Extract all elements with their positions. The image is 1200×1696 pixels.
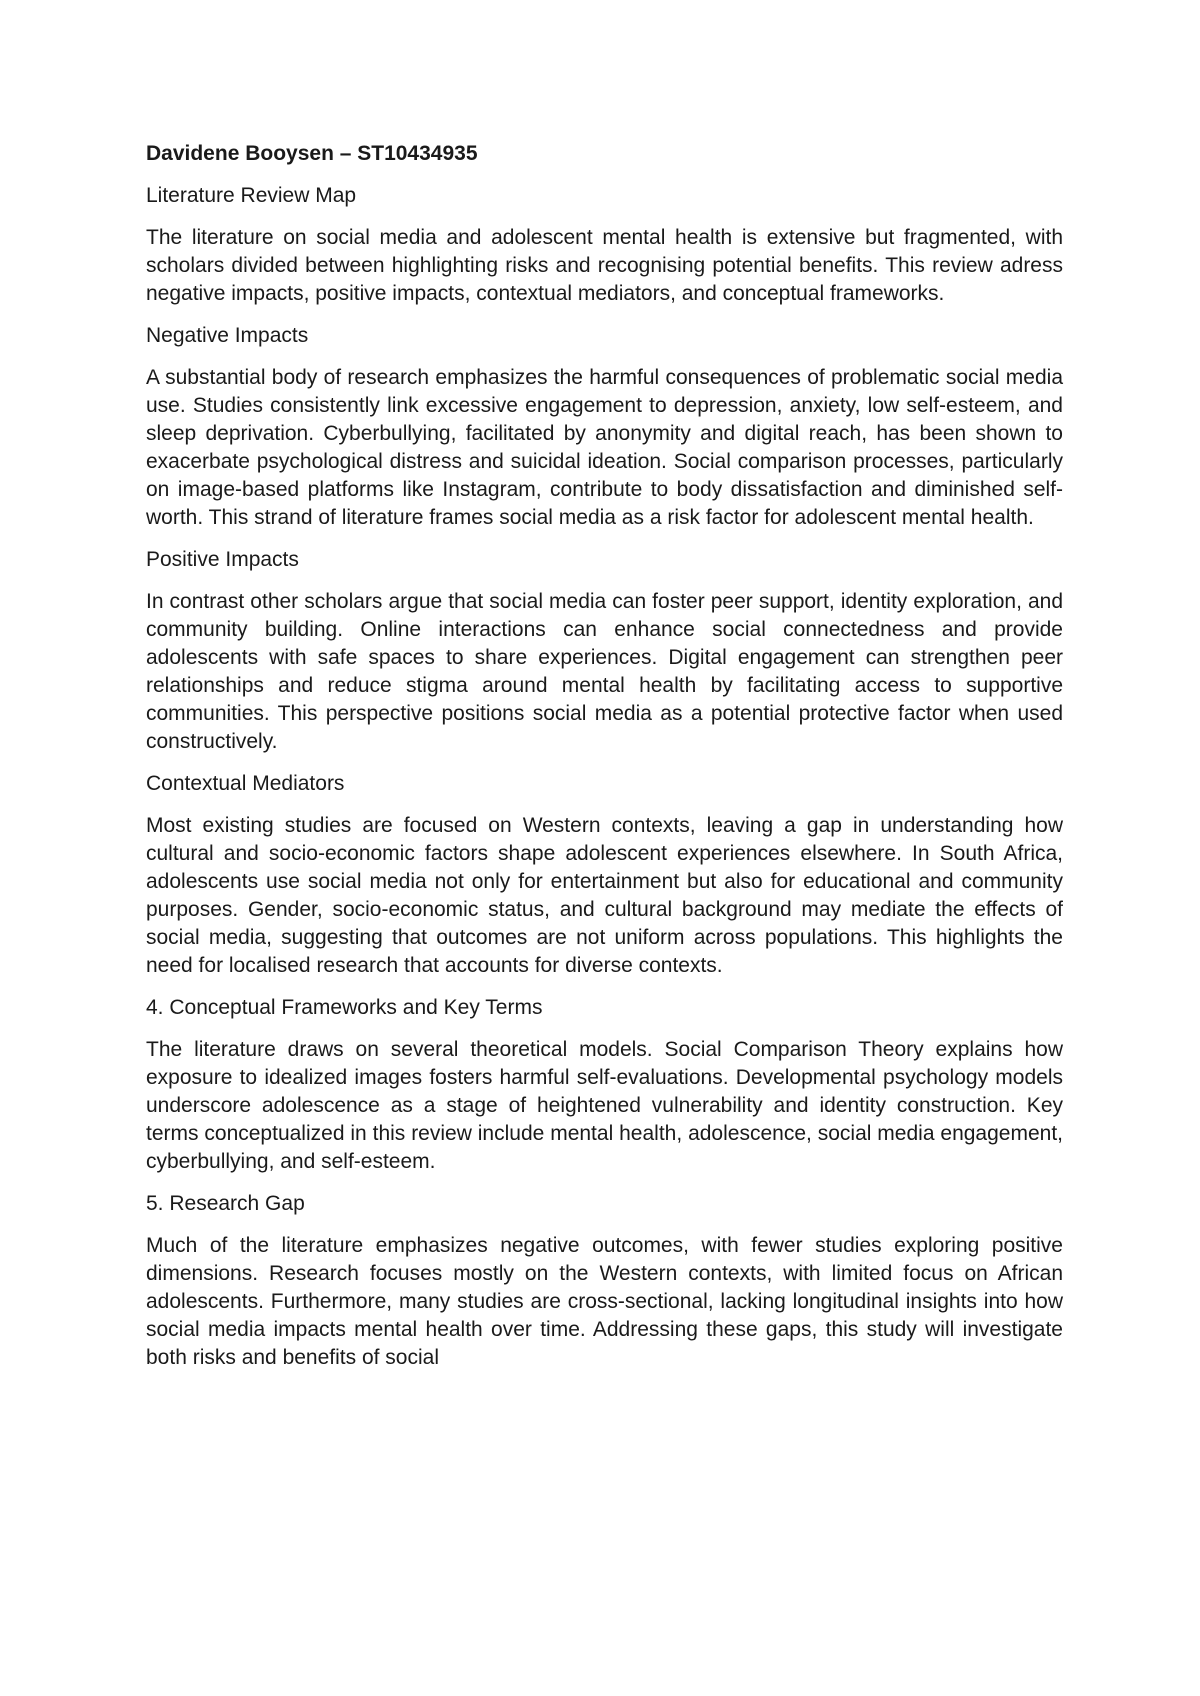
section-heading-positive-impacts: Positive Impacts <box>146 548 299 571</box>
section-body-conceptual-frameworks: The literature draws on several theoretical models. Social Comparison Theory explains how exposure to idealized images fosters harmful self-evaluations. Developmental psychology models underscore adolescence as a stage of heightened vulnerability and identity construction. Key terms conceptualized in this review include mental health, adolescence, social media engagement, cyberbullying, and self-esteem. <box>146 1038 1063 1173</box>
section-heading-conceptual-frameworks: 4. Conceptual Frameworks and Key Terms <box>146 996 543 1019</box>
document-title: Davidene Booysen – ST10434935 <box>146 142 478 165</box>
intro-paragraph: The literature on social media and adolescent mental health is extensive but fragmented, with scholars divided between highlighting risks and recognising potential benefits. This review adress negative impacts, positive impacts, contextual mediators, and conceptual frameworks. <box>146 226 1063 305</box>
document-subtitle: Literature Review Map <box>146 184 357 207</box>
section-heading-negative-impacts: Negative Impacts <box>146 324 309 347</box>
section-body-positive-impacts: In contrast other scholars argue that social media can foster peer support, identity exploration, and community building. Online interactions can enhance social connectedness and provide adolescents with safe spaces to share experiences. Digital engagement can strengthen peer relationships and reduce stigma around mental health by facilitating access to supportive communities. This perspective positions social media as a potential protective factor when used constructively. <box>146 590 1063 753</box>
section-heading-research-gap: 5. Research Gap <box>146 1192 305 1215</box>
section-body-negative-impacts: A substantial body of research emphasizes the harmful consequences of problematic social media use. Studies consistently link excessive engagement to depression, anxiety, low self-esteem, and sleep deprivation. Cyberbullying, facilitated by anonymity and digital reach, has been shown to exacerbate psychological distress and suicidal ideation. Social comparison processes, particularly on image-based platforms like Instagram, contribute to body dissatisfaction and diminished self-worth. This strand of literature frames social media as a risk factor for adolescent mental health. <box>146 366 1063 529</box>
section-body-contextual-mediators: Most existing studies are focused on Western contexts, leaving a gap in understanding how cultural and socio-economic factors shape adolescent experiences elsewhere. In South Africa, adolescents use social media not only for entertainment but also for educational and community purposes. Gender, socio-economic status, and cultural background may mediate the effects of social media, suggesting that outcomes are not uniform across populations. This highlights the need for localised research that accounts for diverse contexts. <box>146 814 1063 977</box>
section-heading-contextual-mediators: Contextual Mediators <box>146 772 345 795</box>
document-body <box>146 140 1063 1386</box>
section-body-research-gap: Much of the literature emphasizes negative outcomes, with fewer studies exploring positive dimensions. Research focuses mostly on the Western contexts, with limited focus on African adolescents. Furthermore, many studies are cross-sectional, lacking longitudinal insights into how social media impacts mental health over time. Addressing these gaps, this study will investigate both risks and benefits of social <box>146 1234 1063 1369</box>
